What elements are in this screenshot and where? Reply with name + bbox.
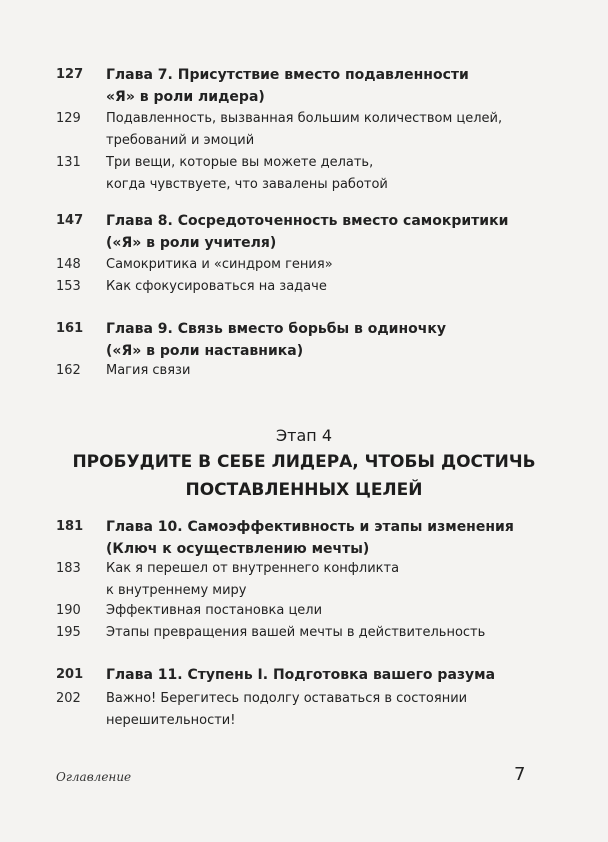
section-title-line-2: ПОСТАВЛЕННЫХ ЦЕЛЕЙ xyxy=(185,480,423,500)
page-number: 148 xyxy=(56,257,81,272)
page-number: 153 xyxy=(56,279,81,294)
entry-title: Глава 8. Сосредоточенность вместо самокритики («Я» в роли учителя) xyxy=(106,213,509,251)
toc-entry[interactable] xyxy=(56,622,556,644)
page-number: 147 xyxy=(56,213,84,228)
page-number: 183 xyxy=(56,561,81,576)
entry-title: Этапы превращения вашей мечты в действительность xyxy=(106,625,486,640)
toc-entry[interactable] xyxy=(56,276,556,298)
entry-title: Глава 10. Самоэффективность и этапы изменения (Ключ к осуществлению мечты) xyxy=(106,519,514,557)
toc-entry[interactable] xyxy=(56,360,556,382)
toc-entry[interactable] xyxy=(56,600,556,622)
toc-entry[interactable] xyxy=(56,152,556,196)
folio-page-number: 7 xyxy=(514,764,526,785)
entry-title: Самокритика и «синдром гения» xyxy=(106,257,333,272)
page-number: 129 xyxy=(56,111,81,126)
entry-title: Важно! Берегитесь подолгу оставаться в состоянии нерешительности! xyxy=(106,691,468,728)
toc-entry-chapter-9[interactable] xyxy=(56,318,556,362)
toc-entry[interactable] xyxy=(56,254,556,276)
page-number: 202 xyxy=(56,691,81,706)
toc-entry-chapter-11[interactable] xyxy=(56,664,556,686)
page-number: 195 xyxy=(56,625,81,640)
entry-title: Глава 11. Ступень I. Подготовка вашего разума xyxy=(106,667,496,683)
entry-title: Эффективная постановка цели xyxy=(106,603,323,618)
entry-title: Глава 9. Связь вместо борьбы в одиночку («Я» в роли наставника) xyxy=(106,321,446,359)
toc-entry-chapter-10[interactable] xyxy=(56,516,556,560)
toc-entry[interactable] xyxy=(56,558,556,602)
entry-title: Глава 7. Присутствие вместо подавленности «Я» в роли лидера) xyxy=(106,67,469,105)
toc-entry-chapter-8[interactable] xyxy=(56,210,556,254)
running-footer-section: Оглавление xyxy=(56,770,132,784)
toc-entry[interactable] xyxy=(56,688,556,732)
entry-title: Три вещи, которые вы можете делать, когда чувствуете, что завалены работой xyxy=(106,155,388,192)
entry-title: Как я перешел от внутреннего конфликта к внутреннему миру xyxy=(106,561,400,598)
page-number: 127 xyxy=(56,67,84,82)
toc-entry[interactable] xyxy=(56,108,556,152)
entry-title: Подавленность, вызванная большим количеством целей, требований и эмоций xyxy=(106,111,503,148)
page-number: 190 xyxy=(56,603,81,618)
stage-label: Этап 4 xyxy=(275,426,333,445)
page-number: 162 xyxy=(56,363,81,378)
toc-entry-chapter-7[interactable] xyxy=(56,64,556,108)
section-heading xyxy=(0,424,608,504)
page-number: 201 xyxy=(56,667,84,682)
section-title-line-1: ПРОБУДИТЕ В СЕБЕ ЛИДЕРА, ЧТОБЫ ДОСТИЧЬ xyxy=(72,452,536,472)
page-number: 161 xyxy=(56,321,84,336)
entry-title: Магия связи xyxy=(106,363,191,378)
page-number: 181 xyxy=(56,519,84,534)
page-number: 131 xyxy=(56,155,81,170)
entry-title: Как сфокусироваться на задаче xyxy=(106,279,327,294)
